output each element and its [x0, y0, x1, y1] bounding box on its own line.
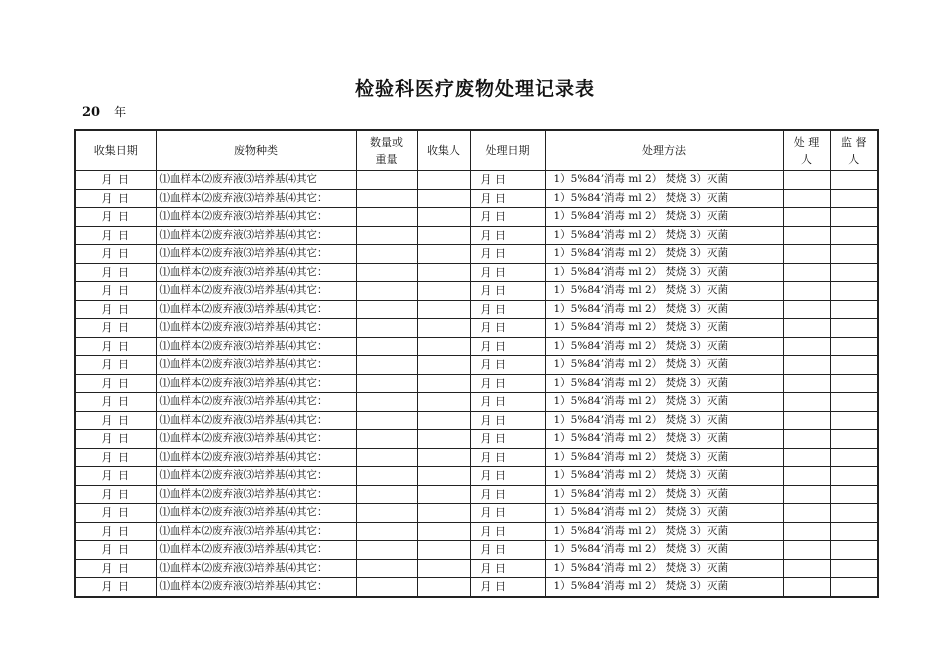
cell-method[interactable]: 1）5%84’消毒 ml 2） 焚烧 3）灭菌 — [545, 189, 783, 208]
cell-method[interactable]: 1）5%84’消毒 ml 2） 焚烧 3）灭菌 — [545, 541, 783, 560]
cell-processor[interactable] — [783, 337, 830, 356]
cell-quantity[interactable] — [356, 578, 417, 597]
cell-waste-type[interactable]: ⑴血样本⑵废弃液⑶培养基⑷其它： — [156, 578, 356, 597]
cell-method[interactable]: 1）5%84’消毒 ml 2） 焚烧 3）灭菌 — [545, 411, 783, 430]
cell-quantity[interactable] — [356, 541, 417, 560]
cell-method[interactable]: 1）5%84’消毒 ml 2） 焚烧 3）灭菌 — [545, 430, 783, 449]
cell-waste-type[interactable]: ⑴血样本⑵废弃液⑶培养基⑷其它： — [156, 337, 356, 356]
cell-supervisor[interactable] — [830, 559, 878, 578]
table-row — [75, 319, 878, 338]
table-row — [75, 374, 878, 393]
cell-processor[interactable] — [783, 485, 830, 504]
cell-method[interactable]: 1）5%84’消毒 ml 2） 焚烧 3）灭菌 — [545, 300, 783, 319]
table-row — [75, 559, 878, 578]
header-collector: 收集人 — [417, 130, 470, 171]
cell-process-date[interactable]: 月 日 — [470, 337, 545, 356]
cell-waste-type[interactable]: ⑴血样本⑵废弃液⑶培养基⑷其它： — [156, 467, 356, 486]
cell-waste-type[interactable]: ⑴血样本⑵废弃液⑶培养基⑷其它： — [156, 263, 356, 282]
cell-waste-type[interactable]: ⑴血样本⑵废弃液⑶培养基⑷其它： — [156, 282, 356, 301]
cell-collector[interactable] — [417, 504, 470, 523]
cell-supervisor[interactable] — [830, 226, 878, 245]
cell-process-date[interactable]: 月 日 — [470, 393, 545, 412]
cell-waste-type[interactable]: ⑴血样本⑵废弃液⑶培养基⑷其它： — [156, 208, 356, 227]
cell-waste-type[interactable]: ⑴血样本⑵废弃液⑶培养基⑷其它： — [156, 411, 356, 430]
cell-processor[interactable] — [783, 430, 830, 449]
cell-collector[interactable] — [417, 300, 470, 319]
cell-collector[interactable] — [417, 578, 470, 597]
cell-quantity[interactable] — [356, 504, 417, 523]
cell-collect-date[interactable]: 月 日 — [75, 208, 156, 227]
cell-process-date[interactable]: 月 日 — [470, 467, 545, 486]
year-prefix: 20 — [82, 105, 101, 120]
cell-processor[interactable] — [783, 448, 830, 467]
cell-collect-date[interactable]: 月 日 — [75, 189, 156, 208]
cell-processor[interactable] — [783, 245, 830, 264]
cell-process-date[interactable]: 月 日 — [470, 226, 545, 245]
header-quantity-line2: 重量 — [375, 152, 398, 166]
cell-collector[interactable] — [417, 245, 470, 264]
cell-method[interactable]: 1）5%84’消毒 ml 2） 焚烧 3）灭菌 — [545, 282, 783, 301]
cell-quantity[interactable] — [356, 448, 417, 467]
cell-supervisor[interactable] — [830, 448, 878, 467]
cell-quantity[interactable] — [356, 189, 417, 208]
header-processor-line2: 人 — [801, 152, 812, 166]
cell-collect-date[interactable]: 月 日 — [75, 171, 156, 190]
table-row — [75, 467, 878, 486]
cell-processor[interactable] — [783, 263, 830, 282]
cell-collector[interactable] — [417, 282, 470, 301]
cell-processor[interactable] — [783, 374, 830, 393]
cell-supervisor[interactable] — [830, 411, 878, 430]
table-row — [75, 208, 878, 227]
cell-collector[interactable] — [417, 485, 470, 504]
table-row — [75, 411, 878, 430]
cell-method[interactable]: 1）5%84’消毒 ml 2） 焚烧 3）灭菌 — [545, 467, 783, 486]
cell-supervisor[interactable] — [830, 504, 878, 523]
cell-collect-date[interactable]: 月 日 — [75, 411, 156, 430]
cell-method[interactable]: 1）5%84’消毒 ml 2） 焚烧 3）灭菌 — [545, 245, 783, 264]
cell-processor[interactable] — [783, 559, 830, 578]
table-row — [75, 263, 878, 282]
cell-quantity[interactable] — [356, 374, 417, 393]
cell-waste-type[interactable]: ⑴血样本⑵废弃液⑶培养基⑷其它 — [156, 171, 356, 190]
header-supervisor-line2: 人 — [848, 152, 860, 166]
header-waste-type: 废物种类 — [156, 130, 356, 171]
cell-collector[interactable] — [417, 319, 470, 338]
cell-process-date[interactable]: 月 日 — [470, 171, 545, 190]
cell-collector[interactable] — [417, 189, 470, 208]
table-row — [75, 245, 878, 264]
cell-collect-date[interactable]: 月 日 — [75, 300, 156, 319]
table-row — [75, 226, 878, 245]
cell-collector[interactable] — [417, 430, 470, 449]
cell-process-date[interactable]: 月 日 — [470, 485, 545, 504]
cell-process-date[interactable]: 月 日 — [470, 522, 545, 541]
cell-quantity[interactable] — [356, 522, 417, 541]
cell-quantity[interactable] — [356, 559, 417, 578]
cell-process-date[interactable]: 月 日 — [470, 300, 545, 319]
cell-supervisor[interactable] — [830, 282, 878, 301]
cell-processor[interactable] — [783, 282, 830, 301]
cell-supervisor[interactable] — [830, 522, 878, 541]
cell-supervisor[interactable] — [830, 337, 878, 356]
cell-process-date[interactable]: 月 日 — [470, 189, 545, 208]
cell-collector[interactable] — [417, 226, 470, 245]
cell-collect-date[interactable]: 月 日 — [75, 337, 156, 356]
cell-method[interactable]: 1）5%84’消毒 ml 2） 焚烧 3）灭菌 — [545, 226, 783, 245]
page-title: 检验科医疗废物处理记录表 — [354, 78, 595, 100]
cell-process-date[interactable]: 月 日 — [470, 430, 545, 449]
cell-processor[interactable] — [783, 578, 830, 597]
table-row — [75, 485, 878, 504]
cell-supervisor[interactable] — [830, 578, 878, 597]
cell-collect-date[interactable]: 月 日 — [75, 448, 156, 467]
cell-processor[interactable] — [783, 522, 830, 541]
cell-waste-type[interactable]: ⑴血样本⑵废弃液⑶培养基⑷其它： — [156, 541, 356, 560]
table-row — [75, 578, 878, 597]
cell-supervisor[interactable] — [830, 171, 878, 190]
cell-quantity[interactable] — [356, 319, 417, 338]
table-row — [75, 171, 878, 190]
cell-collector[interactable] — [417, 541, 470, 560]
cell-waste-type[interactable]: ⑴血样本⑵废弃液⑶培养基⑷其它： — [156, 485, 356, 504]
cell-supervisor[interactable] — [830, 208, 878, 227]
cell-quantity[interactable] — [356, 208, 417, 227]
cell-collector[interactable] — [417, 263, 470, 282]
cell-process-date[interactable]: 月 日 — [470, 578, 545, 597]
cell-collect-date[interactable]: 月 日 — [75, 430, 156, 449]
cell-process-date[interactable]: 月 日 — [470, 282, 545, 301]
cell-processor[interactable] — [783, 393, 830, 412]
cell-processor[interactable] — [783, 356, 830, 375]
cell-collector[interactable] — [417, 448, 470, 467]
waste-record-table — [74, 129, 879, 598]
cell-supervisor[interactable] — [830, 245, 878, 264]
cell-waste-type[interactable]: ⑴血样本⑵废弃液⑶培养基⑷其它： — [156, 356, 356, 375]
cell-waste-type[interactable]: ⑴血样本⑵废弃液⑶培养基⑷其它： — [156, 559, 356, 578]
cell-waste-type[interactable]: ⑴血样本⑵废弃液⑶培养基⑷其它： — [156, 522, 356, 541]
cell-waste-type[interactable]: ⑴血样本⑵废弃液⑶培养基⑷其它： — [156, 300, 356, 319]
cell-collector[interactable] — [417, 337, 470, 356]
cell-method[interactable]: 1）5%84’消毒 ml 2） 焚烧 3）灭菌 — [545, 374, 783, 393]
cell-collector[interactable] — [417, 467, 470, 486]
cell-waste-type[interactable]: ⑴血样本⑵废弃液⑶培养基⑷其它： — [156, 245, 356, 264]
table-row — [75, 337, 878, 356]
table-row — [75, 189, 878, 208]
table-row — [75, 504, 878, 523]
year-suffix: 年 — [114, 105, 127, 119]
cell-process-date[interactable]: 月 日 — [470, 208, 545, 227]
header-process-date: 处理日期 — [470, 130, 545, 171]
cell-method[interactable]: 1）5%84’消毒 ml 2） 焚烧 3）灭菌 — [545, 171, 783, 190]
cell-quantity[interactable] — [356, 393, 417, 412]
cell-collector[interactable] — [417, 171, 470, 190]
cell-collect-date[interactable]: 月 日 — [75, 356, 156, 375]
header-supervisor — [830, 130, 878, 171]
cell-supervisor[interactable] — [830, 189, 878, 208]
cell-quantity[interactable] — [356, 226, 417, 245]
cell-process-date[interactable]: 月 日 — [470, 448, 545, 467]
cell-waste-type[interactable]: ⑴血样本⑵废弃液⑶培养基⑷其它： — [156, 374, 356, 393]
cell-supervisor[interactable] — [830, 467, 878, 486]
cell-supervisor[interactable] — [830, 485, 878, 504]
table-row — [75, 356, 878, 375]
cell-supervisor[interactable] — [830, 430, 878, 449]
cell-processor[interactable] — [783, 467, 830, 486]
cell-collect-date[interactable]: 月 日 — [75, 522, 156, 541]
cell-collector[interactable] — [417, 356, 470, 375]
cell-collect-date[interactable]: 月 日 — [75, 541, 156, 560]
cell-quantity[interactable] — [356, 245, 417, 264]
cell-collect-date[interactable]: 月 日 — [75, 485, 156, 504]
cell-supervisor[interactable] — [830, 263, 878, 282]
cell-collect-date[interactable]: 月 日 — [75, 504, 156, 523]
cell-method[interactable]: 1）5%84’消毒 ml 2） 焚烧 3）灭菌 — [545, 504, 783, 523]
cell-processor[interactable] — [783, 226, 830, 245]
cell-collect-date[interactable]: 月 日 — [75, 263, 156, 282]
cell-supervisor[interactable] — [830, 393, 878, 412]
cell-quantity[interactable] — [356, 282, 417, 301]
cell-quantity[interactable] — [356, 485, 417, 504]
cell-method[interactable]: 1）5%84’消毒 ml 2） 焚烧 3）灭菌 — [545, 337, 783, 356]
cell-collector[interactable] — [417, 411, 470, 430]
cell-supervisor[interactable] — [830, 356, 878, 375]
cell-method[interactable]: 1）5%84’消毒 ml 2） 焚烧 3）灭菌 — [545, 485, 783, 504]
cell-method[interactable]: 1）5%84’消毒 ml 2） 焚烧 3）灭菌 — [545, 578, 783, 597]
table-row — [75, 300, 878, 319]
cell-process-date[interactable]: 月 日 — [470, 356, 545, 375]
cell-method[interactable]: 1）5%84’消毒 ml 2） 焚烧 3）灭菌 — [545, 263, 783, 282]
cell-method[interactable]: 1）5%84’消毒 ml 2） 焚烧 3）灭菌 — [545, 208, 783, 227]
cell-processor[interactable] — [783, 208, 830, 227]
cell-processor[interactable] — [783, 541, 830, 560]
cell-process-date[interactable]: 月 日 — [470, 541, 545, 560]
cell-waste-type[interactable]: ⑴血样本⑵废弃液⑶培养基⑷其它： — [156, 430, 356, 449]
cell-method[interactable]: 1）5%84’消毒 ml 2） 焚烧 3）灭菌 — [545, 393, 783, 412]
cell-collect-date[interactable]: 月 日 — [75, 559, 156, 578]
cell-quantity[interactable] — [356, 337, 417, 356]
cell-quantity[interactable] — [356, 411, 417, 430]
cell-process-date[interactable]: 月 日 — [470, 263, 545, 282]
cell-supervisor[interactable] — [830, 374, 878, 393]
cell-collect-date[interactable]: 月 日 — [75, 578, 156, 597]
header-collect-date: 收集日期 — [75, 130, 156, 171]
cell-collector[interactable] — [417, 374, 470, 393]
cell-quantity[interactable] — [356, 263, 417, 282]
cell-collector[interactable] — [417, 559, 470, 578]
header-quantity — [356, 130, 417, 171]
cell-collector[interactable] — [417, 522, 470, 541]
header-row — [75, 130, 878, 171]
table-row — [75, 522, 878, 541]
cell-method[interactable]: 1）5%84’消毒 ml 2） 焚烧 3）灭菌 — [545, 356, 783, 375]
table-row — [75, 430, 878, 449]
cell-process-date[interactable]: 月 日 — [470, 504, 545, 523]
cell-collect-date[interactable]: 月 日 — [75, 319, 156, 338]
cell-method[interactable]: 1）5%84’消毒 ml 2） 焚烧 3）灭菌 — [545, 448, 783, 467]
table-row — [75, 541, 878, 560]
cell-collect-date[interactable]: 月 日 — [75, 226, 156, 245]
cell-process-date[interactable]: 月 日 — [470, 245, 545, 264]
table-row — [75, 393, 878, 412]
table-row — [75, 282, 878, 301]
header-supervisor-line1: 监 督 — [841, 135, 867, 149]
cell-quantity[interactable] — [356, 430, 417, 449]
cell-collect-date[interactable]: 月 日 — [75, 467, 156, 486]
table-body — [75, 171, 878, 597]
cell-supervisor[interactable] — [830, 300, 878, 319]
cell-supervisor[interactable] — [830, 319, 878, 338]
cell-method[interactable]: 1）5%84’消毒 ml 2） 焚烧 3）灭菌 — [545, 319, 783, 338]
cell-waste-type[interactable]: ⑴血样本⑵废弃液⑶培养基⑷其它： — [156, 189, 356, 208]
cell-process-date[interactable]: 月 日 — [470, 374, 545, 393]
cell-processor[interactable] — [783, 504, 830, 523]
cell-processor[interactable] — [783, 171, 830, 190]
cell-collect-date[interactable]: 月 日 — [75, 245, 156, 264]
header-quantity-line1: 数量或 — [370, 135, 403, 149]
cell-collect-date[interactable]: 月 日 — [75, 282, 156, 301]
cell-processor[interactable] — [783, 300, 830, 319]
cell-waste-type[interactable]: ⑴血样本⑵废弃液⑶培养基⑷其它： — [156, 226, 356, 245]
cell-waste-type[interactable]: ⑴血样本⑵废弃液⑶培养基⑷其它： — [156, 504, 356, 523]
cell-processor[interactable] — [783, 189, 830, 208]
cell-waste-type[interactable]: ⑴血样本⑵废弃液⑶培养基⑷其它： — [156, 448, 356, 467]
cell-collector[interactable] — [417, 393, 470, 412]
header-processor — [783, 130, 830, 171]
cell-collect-date[interactable]: 月 日 — [75, 393, 156, 412]
cell-process-date[interactable]: 月 日 — [470, 411, 545, 430]
cell-waste-type[interactable]: ⑴血样本⑵废弃液⑶培养基⑷其它： — [156, 319, 356, 338]
header-processor-line1: 处 理 — [793, 135, 820, 149]
cell-processor[interactable] — [783, 411, 830, 430]
cell-quantity[interactable] — [356, 356, 417, 375]
cell-collect-date[interactable]: 月 日 — [75, 374, 156, 393]
cell-quantity[interactable] — [356, 171, 417, 190]
cell-process-date[interactable]: 月 日 — [470, 559, 545, 578]
cell-quantity[interactable] — [356, 300, 417, 319]
cell-processor[interactable] — [783, 319, 830, 338]
header-method: 处理方法 — [545, 130, 783, 171]
table-row — [75, 448, 878, 467]
cell-waste-type[interactable]: ⑴血样本⑵废弃液⑶培养基⑷其它： — [156, 393, 356, 412]
cell-supervisor[interactable] — [830, 541, 878, 560]
cell-collector[interactable] — [417, 208, 470, 227]
cell-method[interactable]: 1）5%84’消毒 ml 2） 焚烧 3）灭菌 — [545, 522, 783, 541]
cell-quantity[interactable] — [356, 467, 417, 486]
year-line — [82, 103, 126, 120]
cell-process-date[interactable]: 月 日 — [470, 319, 545, 338]
cell-method[interactable]: 1）5%84’消毒 ml 2） 焚烧 3）灭菌 — [545, 559, 783, 578]
